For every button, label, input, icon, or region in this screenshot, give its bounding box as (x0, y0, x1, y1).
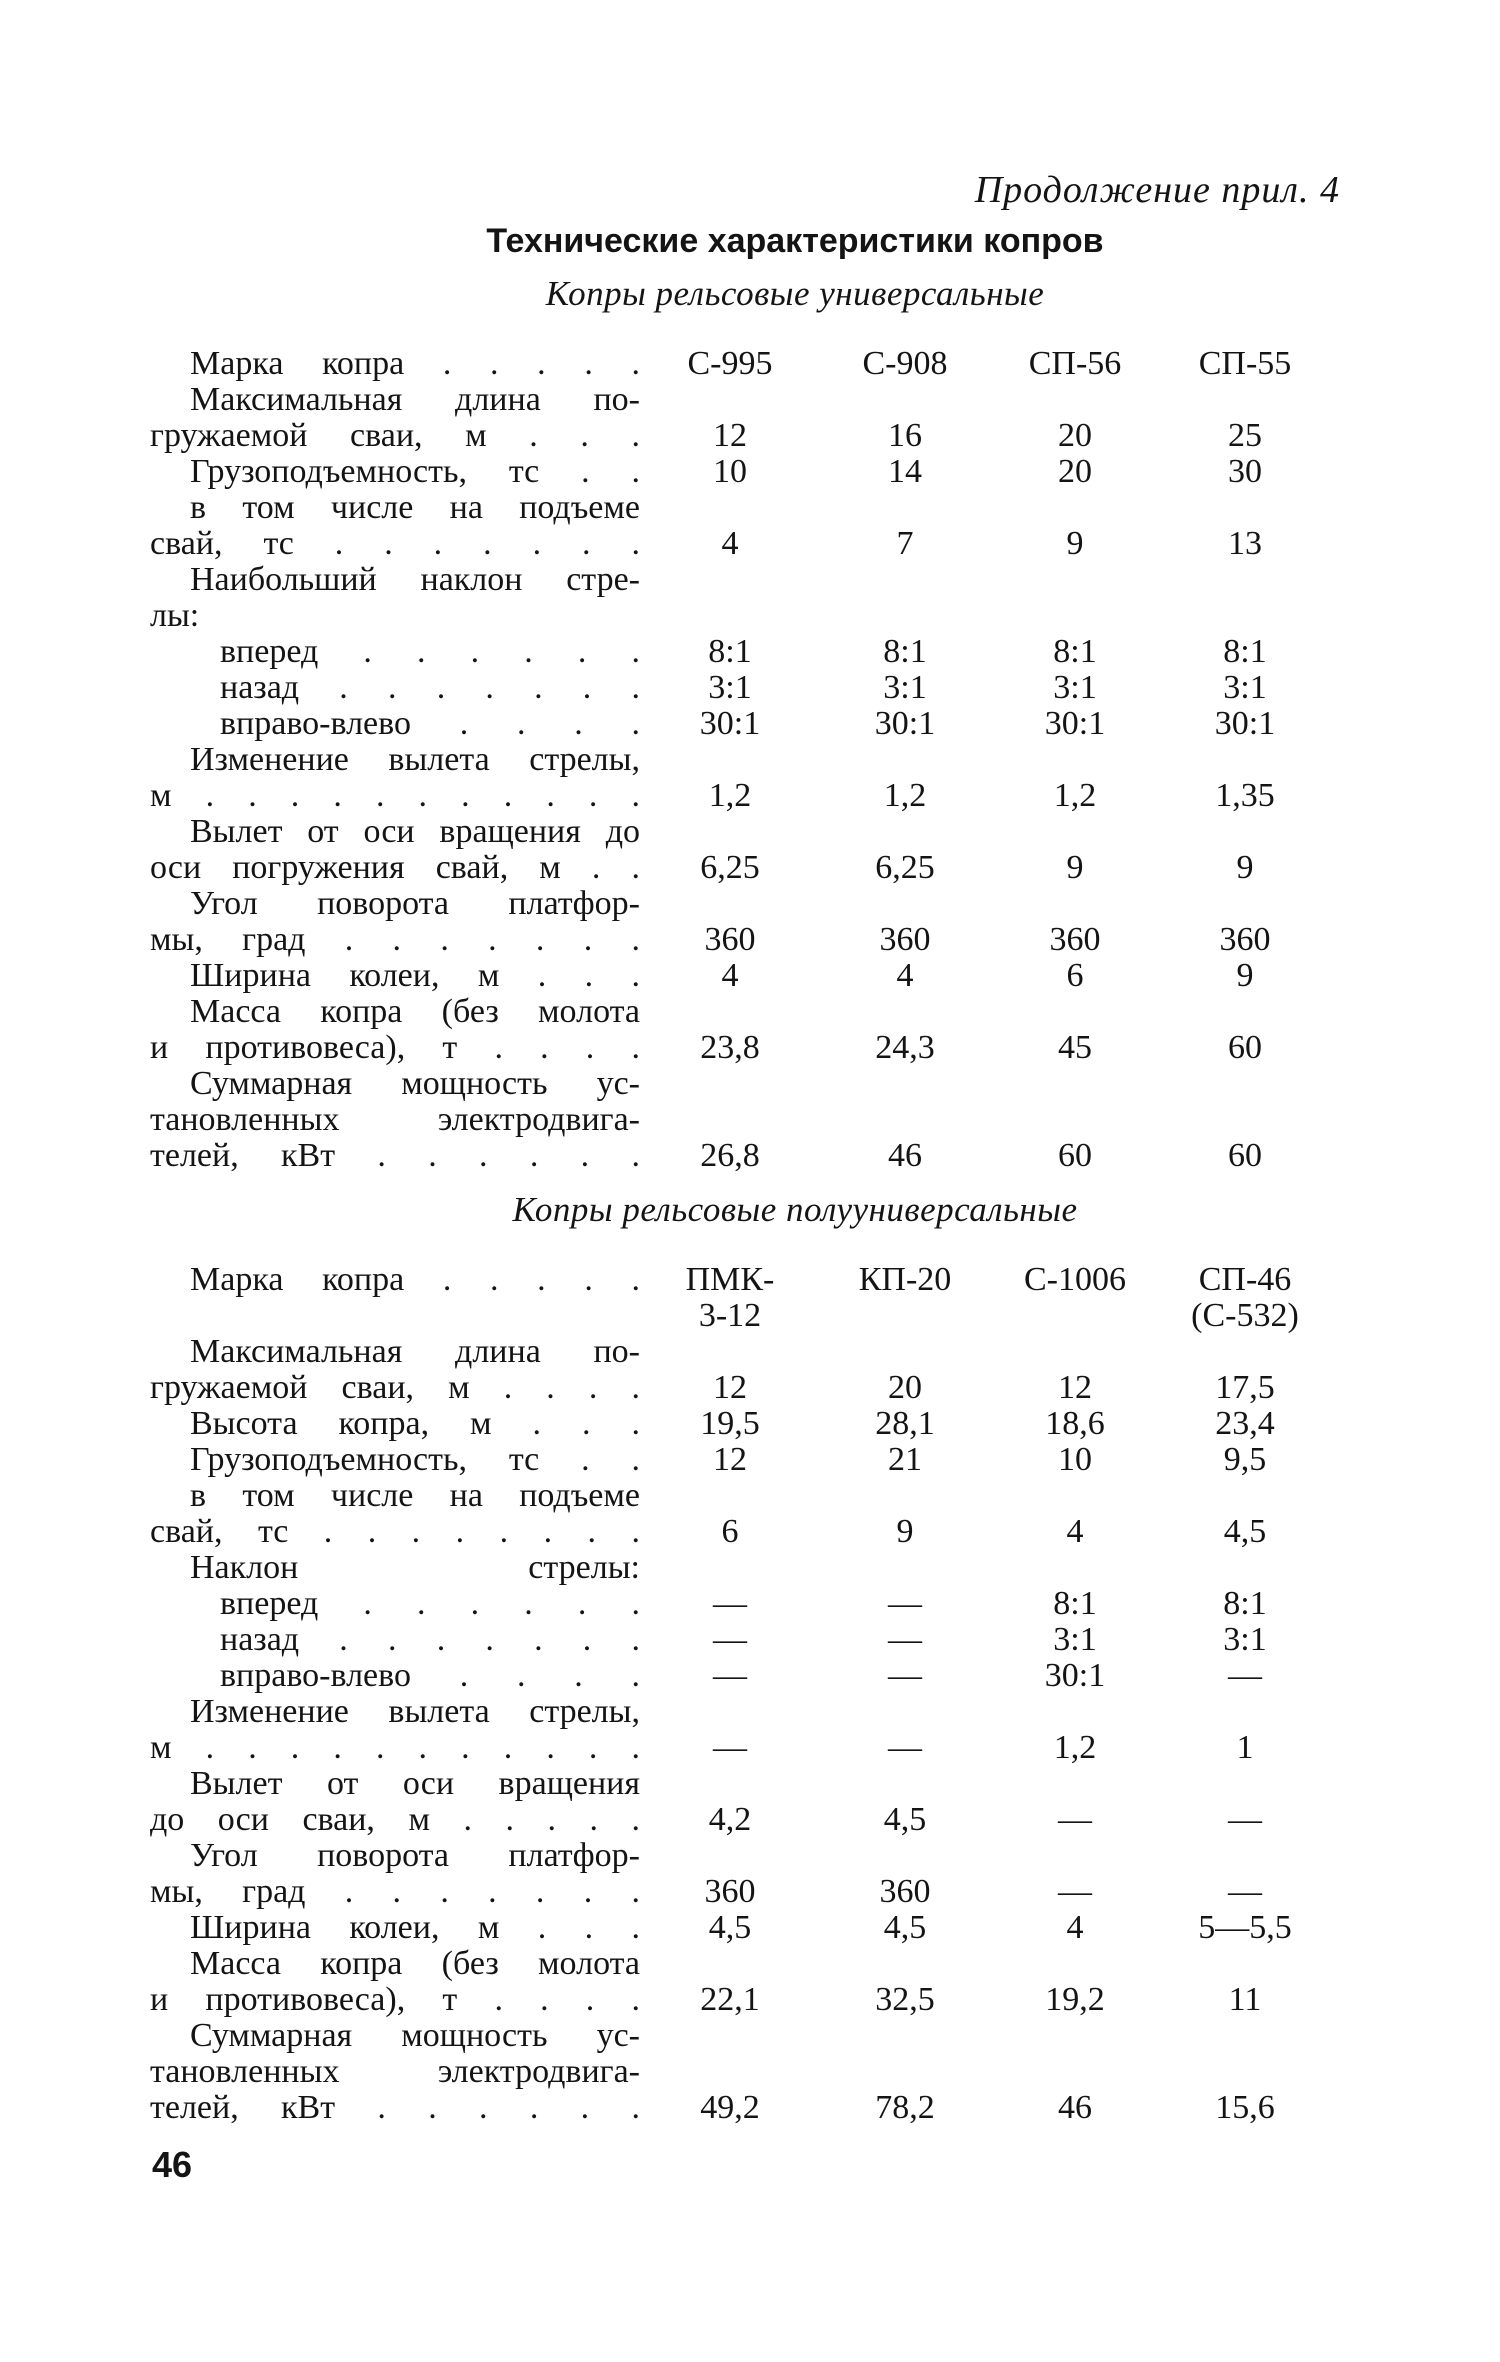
row-label: Максимальная длина по- гружаемой сваи, м . . . (150, 381, 640, 454)
table-cell: 12 (713, 417, 747, 454)
table-cell: 360 (1219, 921, 1271, 958)
table-row (150, 1066, 1330, 1174)
table-cell: 8:1 (1053, 633, 1097, 670)
table-cell: 4,5 (708, 1909, 752, 1946)
table-row (150, 1622, 1330, 1658)
table-cell: 16 (888, 417, 922, 454)
row-label: Масса копра (без молота и противовеса), т . . . . (150, 993, 640, 1066)
table-cell: 30 (1228, 453, 1262, 490)
table-cell: 20 (888, 1369, 922, 1406)
table-cell: 9 (1066, 849, 1084, 886)
table-row (150, 1946, 1330, 2018)
table1-caption: Копры рельсовые универсальные (545, 274, 1045, 313)
table-cell: 23,8 (700, 1029, 760, 1066)
table-row (150, 1334, 1330, 1406)
table-row (150, 1442, 1330, 1478)
table-cell: 360 (704, 921, 756, 958)
table-cell: 12 (1058, 1369, 1092, 1406)
table-cell: 17,5 (1215, 1369, 1275, 1406)
semi-universal-pile-drivers-table (150, 1262, 1330, 2126)
table-cell: — (1228, 1801, 1262, 1838)
row-label: Изменение вылета стрелы, м . . . . . . . . . . . (150, 1693, 640, 1766)
table-cell: 9,5 (1223, 1441, 1267, 1478)
table-cell (1160, 562, 1330, 634)
row-label: Ширина колеи, м . . . (190, 957, 640, 994)
table-cell (1160, 1550, 1330, 1586)
table-cell: 12 (713, 1441, 747, 1478)
table-row (150, 1550, 1330, 1586)
table-cell: 46 (888, 1137, 922, 1174)
table-cell: 4 (721, 525, 739, 562)
table-cell: 26,8 (700, 1137, 760, 1174)
table-cell: 1,2 (1053, 1729, 1097, 1766)
table-row (150, 706, 1330, 742)
table-cell: 360 (879, 921, 931, 958)
table-cell: 30:1 (874, 705, 936, 742)
table-cell: 24,3 (875, 1029, 935, 1066)
table-row (150, 958, 1330, 994)
table-cell: 30:1 (699, 705, 761, 742)
table-row (150, 382, 1330, 454)
table-cell: 19,2 (1045, 1981, 1105, 2018)
table-cell: 8:1 (1223, 1585, 1267, 1622)
row-label: в том числе на подъеме свай, тс . . . . . . . (150, 489, 640, 562)
table2-caption: Копры рельсовые полууниверсальные (512, 1190, 1078, 1229)
row-label: вправо-влево . . . . (220, 1657, 640, 1694)
table-cell: — (1228, 1657, 1262, 1694)
row-label: Ширина колеи, м . . . (190, 1909, 640, 1946)
table-cell: 32,5 (875, 1981, 935, 2018)
page-title: Технические характеристики копров (486, 222, 1104, 260)
row-label: вперед . . . . . . (220, 1585, 640, 1622)
row-label: Изменение вылета стрелы, м . . . . . . . . . . . (150, 741, 640, 814)
table-cell: 10 (1058, 1441, 1092, 1478)
table-cell (640, 562, 820, 634)
table-cell: 9 (896, 1513, 914, 1550)
table-cell: — (713, 1657, 747, 1694)
header-label: Марка копра . . . . . (190, 1261, 640, 1298)
table-cell: 1,35 (1215, 777, 1275, 814)
table-cell: 8:1 (708, 633, 752, 670)
table-cell: 9 (1236, 957, 1254, 994)
table-cell: 49,2 (700, 2089, 760, 2126)
table-cell: 60 (1228, 1137, 1262, 1174)
table-cell: — (1228, 1873, 1262, 1910)
table-cell: 4,2 (708, 1801, 752, 1838)
table-cell: 3:1 (883, 669, 927, 706)
table-cell (820, 562, 990, 634)
table-cell: 19,5 (700, 1405, 760, 1442)
row-label: Высота копра, м . . . (190, 1405, 640, 1442)
table-cell: 30:1 (1044, 1657, 1106, 1694)
table-cell: 45 (1058, 1029, 1092, 1066)
table-cell: 28,1 (875, 1405, 935, 1442)
table-cell: 4 (721, 957, 739, 994)
table-row (150, 1838, 1330, 1910)
row-label: Вылет от оси вращения до оси сваи, м . . . . . (150, 1765, 640, 1838)
table-cell: 15,6 (1215, 2089, 1275, 2126)
continuation-note: Продолжение прил. 4 (974, 169, 1340, 211)
table-row (150, 562, 1330, 634)
table-cell: 9 (1236, 849, 1254, 886)
row-label: Суммарная мощность ус- тановленных электродвига- телей, кВт . . . . . . (150, 2017, 640, 2126)
row-label: Угол поворота платфор- мы, град . . . . . . . (150, 885, 640, 958)
table-cell: 360 (704, 1873, 756, 1910)
table-row (150, 1658, 1330, 1694)
table-cell: 12 (713, 1369, 747, 1406)
row-label: в том числе на подъеме свай, тс . . . . . . . . (150, 1477, 640, 1550)
table-row (150, 1478, 1330, 1550)
table-row (150, 1910, 1330, 1946)
table-cell: — (1058, 1801, 1092, 1838)
column-header: С-995 (687, 345, 773, 382)
table-cell: 7 (896, 525, 914, 562)
table-row (150, 742, 1330, 814)
table-cell: 25 (1228, 417, 1262, 454)
row-label: Наибольший наклон стре- лы: (150, 561, 640, 634)
table-cell: — (713, 1729, 747, 1766)
column-header: СП-46 (С-532) (1191, 1261, 1299, 1334)
table-cell: 4,5 (1223, 1513, 1267, 1550)
table-row (150, 670, 1330, 706)
table-cell: 8:1 (883, 633, 927, 670)
table-cell: 3:1 (1053, 669, 1097, 706)
row-label: назад . . . . . . . (220, 1621, 640, 1658)
table-row (150, 454, 1330, 490)
table-cell: 360 (1049, 921, 1101, 958)
table-cell: 4 (1066, 1909, 1084, 1946)
table-cell: 60 (1228, 1029, 1262, 1066)
header-label: Марка копра . . . . . (190, 345, 640, 382)
table-cell: 60 (1058, 1137, 1092, 1174)
table-cell: 23,4 (1215, 1405, 1275, 1442)
table-cell: — (888, 1585, 922, 1622)
page-number: 46 (152, 2144, 193, 2185)
table-cell: 22,1 (700, 1981, 760, 2018)
row-label: вперед . . . . . . (220, 633, 640, 670)
table-cell: 20 (1058, 417, 1092, 454)
column-header: КП-20 (858, 1261, 952, 1298)
table-cell: 46 (1058, 2089, 1092, 2126)
table-header-row (150, 1262, 1330, 1334)
table-cell: 1,2 (883, 777, 927, 814)
table-cell: 4,5 (883, 1909, 927, 1946)
table-cell: 18,6 (1045, 1405, 1105, 1442)
column-header: С-1006 (1024, 1261, 1126, 1298)
row-label: назад . . . . . . . (220, 669, 640, 706)
table-cell: 3:1 (708, 669, 752, 706)
table-cell: 21 (888, 1441, 922, 1478)
table-cell: 6 (721, 1513, 739, 1550)
table-cell: 1,2 (708, 777, 752, 814)
row-label: Грузоподъемность, тс . . (190, 453, 640, 490)
table-cell: 3:1 (1223, 669, 1267, 706)
row-label: Грузоподъемность, тс . . (190, 1441, 640, 1478)
column-header: СП-56 (1028, 345, 1122, 382)
table-row (150, 814, 1330, 886)
table-cell: — (888, 1621, 922, 1658)
table-cell: — (888, 1657, 922, 1694)
table-cell: 9 (1066, 525, 1084, 562)
table-cell: 6 (1066, 957, 1084, 994)
table-row (150, 2018, 1330, 2126)
row-label: Угол поворота платфор- мы, град . . . . . . . (150, 1837, 640, 1910)
table-cell: 4 (896, 957, 914, 994)
table-cell: 4 (1066, 1513, 1084, 1550)
table-header-row (150, 346, 1330, 382)
table-row (150, 886, 1330, 958)
row-label: Максимальная длина по- гружаемой сваи, м . . . . (150, 1333, 640, 1406)
table-cell: 3:1 (1223, 1621, 1267, 1658)
table-row (150, 1694, 1330, 1766)
table-cell: — (1058, 1873, 1092, 1910)
table-cell: — (713, 1621, 747, 1658)
table-cell: 4,5 (883, 1801, 927, 1838)
table-cell: 3:1 (1053, 1621, 1097, 1658)
table-row (150, 1766, 1330, 1838)
table-cell: — (713, 1585, 747, 1622)
table-cell: 6,25 (875, 849, 935, 886)
table-row (150, 1586, 1330, 1622)
table-cell: 6,25 (700, 849, 760, 886)
table-row (150, 994, 1330, 1066)
table-cell (990, 1550, 1160, 1586)
table-row (150, 490, 1330, 562)
column-header: ПМК- 3-12 (685, 1261, 775, 1334)
row-label: Вылет от оси вращения до оси погружения свай, м . . (150, 813, 640, 886)
table-cell: 13 (1228, 525, 1262, 562)
table-cell: 78,2 (875, 2089, 935, 2126)
table-cell: 10 (713, 453, 747, 490)
table-cell: 1,2 (1053, 777, 1097, 814)
row-label: Масса копра (без молота и противовеса), т . . . . (150, 1945, 640, 2018)
table-cell: 5—5,5 (1198, 1909, 1292, 1946)
table-row (150, 1406, 1330, 1442)
table-cell: 1 (1236, 1729, 1254, 1766)
table-cell: 30:1 (1044, 705, 1106, 742)
table-cell: 8:1 (1053, 1585, 1097, 1622)
table-cell: 14 (888, 453, 922, 490)
row-label: Суммарная мощность ус- тановленных электродвига- телей, кВт . . . . . . (150, 1065, 640, 1174)
row-label: Наклон стрелы: (190, 1549, 640, 1586)
table-cell: — (888, 1729, 922, 1766)
table-cell: 11 (1228, 1981, 1262, 2018)
table-cell: 8:1 (1223, 633, 1267, 670)
universal-pile-drivers-table (150, 346, 1330, 1174)
table-cell: 20 (1058, 453, 1092, 490)
table-cell: 30:1 (1214, 705, 1276, 742)
column-header: С-908 (862, 345, 948, 382)
table-cell (820, 1550, 990, 1586)
column-header: СП-55 (1198, 345, 1292, 382)
table-row (150, 634, 1330, 670)
table-cell (640, 1550, 820, 1586)
table-cell (990, 562, 1160, 634)
row-label: вправо-влево . . . . (220, 705, 640, 742)
table-cell: 360 (879, 1873, 931, 1910)
